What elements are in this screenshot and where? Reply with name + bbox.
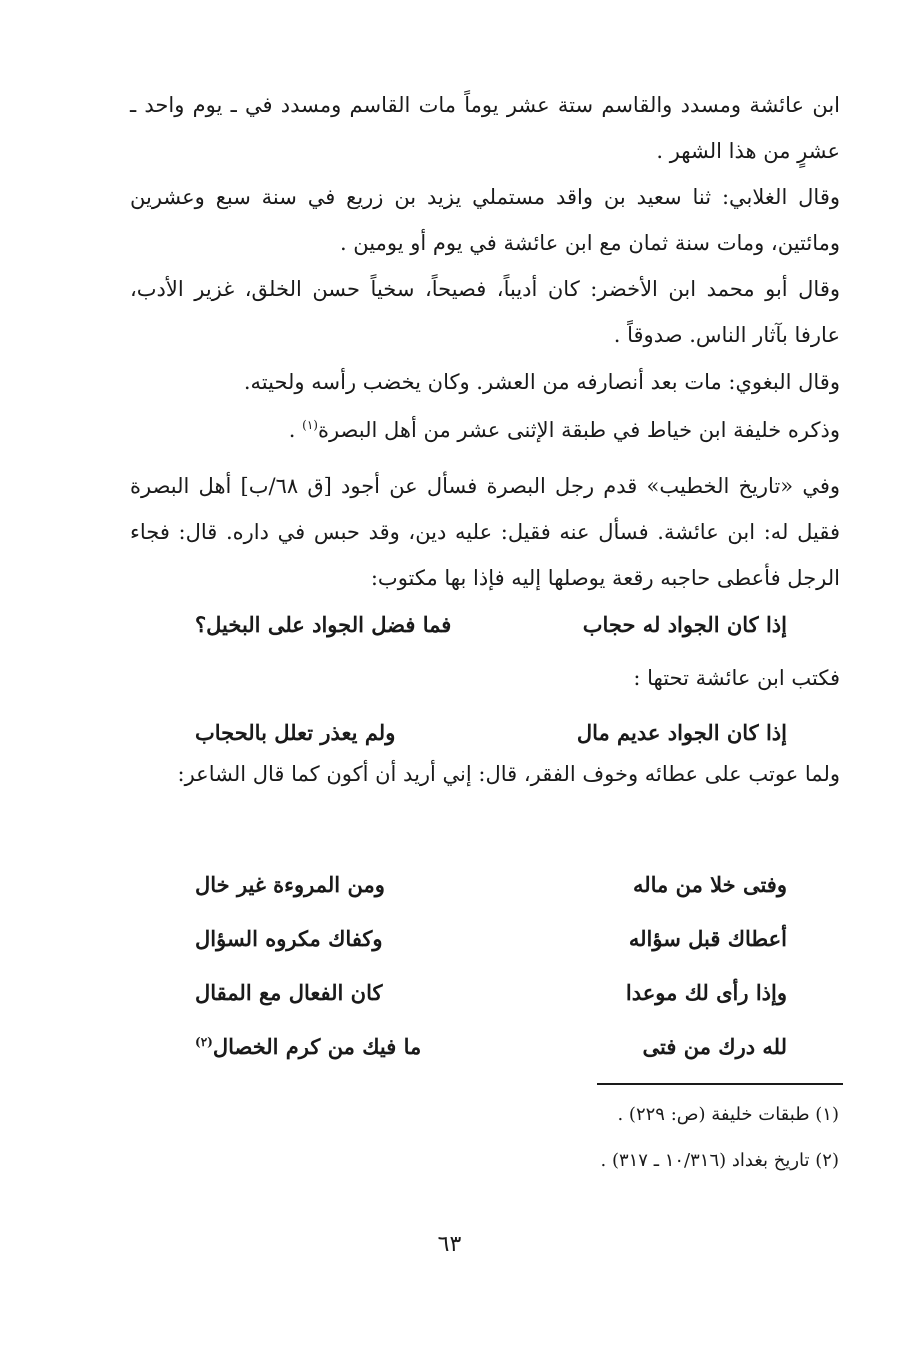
paragraph-1: ابن عائشة ومسدد والقاسم ستة عشر يوماً مات القاسم ومسدد في ـ يوم واحد ـ عشرٍ من هذا الشهر .: [130, 93, 840, 163]
footnote-1: (١) طبقات خليفة (ص: ٢٢٩) .: [617, 1104, 839, 1125]
paragraph-4: وقال البغوي: مات بعد أنصارفه من العشر. وكان يخضب رأسه ولحيته.: [243, 370, 840, 394]
verse-4-second-hemistich: وكفاك مكروه السؤال: [195, 926, 383, 951]
verse-1-second-hemistich: فما فضل الجواد على البخيل؟: [195, 612, 452, 637]
footnote-mark-2: (٢): [195, 1035, 213, 1049]
paragraph-5-text: وذكره خليفة ابن خياط في طبقة الإثنى عشر من أهل البصرة: [317, 418, 840, 442]
verse-3-second-hemistich: ومن المروءة غير خال: [195, 872, 385, 897]
verse-5-first-hemistich: وإذا رأى لك موعدا: [625, 980, 787, 1005]
paragraph-6: وفي «تاريخ الخطيب» قدم رجل البصرة فسأل عن أجود [ق ٦٨/ب] أهل البصرة فقيل له: ابن عائشة. فسأل عنه فقيل: عليه دين، وقد حبس في داره. قال: فجاء الرجل فأعطى حاجبه رقعة يوصلها إليه فإذا بها مكتوب:: [130, 474, 841, 590]
paragraph-2: وقال الغلابي: ثنا سعيد بن واقد مستملي يزيد بن زريع في سنة سبع وعشرين ومائتين، ومات سنة ثمان مع ابن عائشة في يوم أو يومين .: [130, 185, 840, 255]
verse-2-first-hemistich: إذا كان الجواد عديم مال: [576, 720, 787, 745]
footnote-2: (٢) تاريخ بغداد (١٠/٣١٦ ـ ٣١٧) .: [600, 1150, 839, 1171]
page-number: ٦٣: [437, 1232, 462, 1257]
verse-5-second-hemistich: كان الفعال مع المقال: [195, 980, 383, 1005]
verse-6-first-hemistich: لله درك من فتى: [642, 1034, 787, 1059]
paragraph-8: ولما عوتب على عطائه وخوف الفقر، قال: إني أريد أن أكون كما قال الشاعر:: [177, 762, 840, 786]
footnote-mark-1: (١): [302, 418, 318, 432]
verse-6-second-hemistich-text: ما فيك من كرم الخصال: [212, 1034, 422, 1059]
footnote-separator: [597, 1083, 843, 1085]
verse-2-second-hemistich: ولم يعذر تعلل بالحجاب: [195, 720, 396, 745]
verse-6-second-hemistich: [195, 1034, 421, 1059]
paragraph-5: وذكره خليفة ابن خياط في طبقة الإثنى عشر من أهل البصرة$^{(١)}$ .: [288, 418, 840, 442]
paragraph-3: وقال أبو محمد ابن الأخضر: كان أديباً، فصيحاً، سخياً حسن الخلق، غزير الأدب، عارفا بآثار الناس. صدوقاً .: [130, 277, 840, 347]
verse-3-first-hemistich: وفتى خلا من ماله: [632, 872, 787, 897]
verse-4-first-hemistich: أعطاك قبل سؤاله: [628, 926, 787, 951]
verse-1-first-hemistich: إذا كان الجواد له حجاب: [582, 612, 787, 637]
paragraph-7: فكتب ابن عائشة تحتها :: [633, 666, 840, 690]
